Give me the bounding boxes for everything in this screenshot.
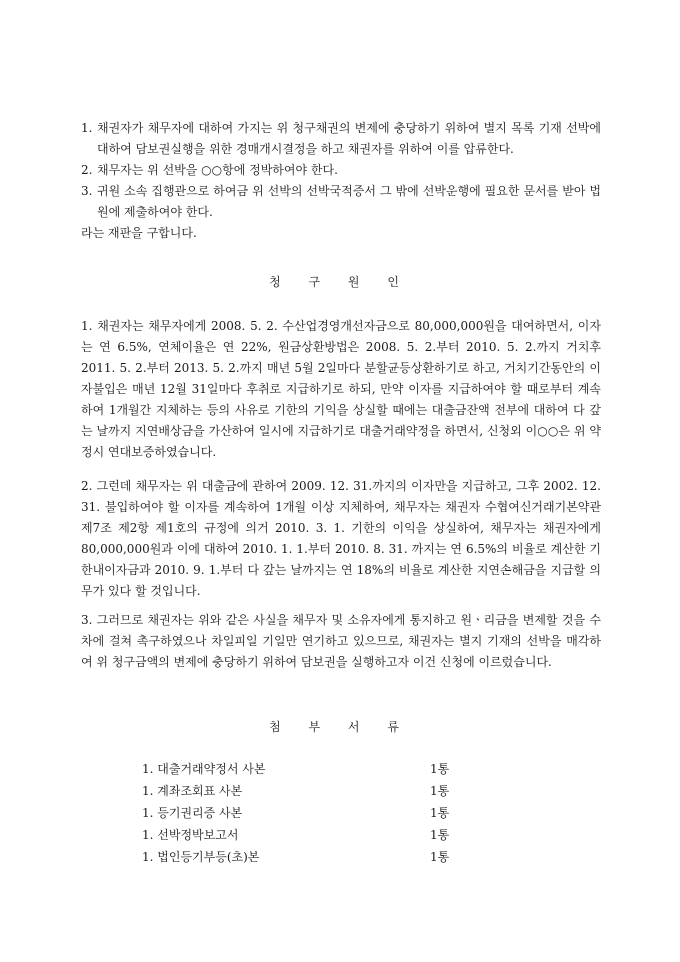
- cause-text: 채권자는 채무자에게 2008. 5. 2. 수산업경영개선자금으로 80,000,000원을 대여하면서, 이자는 연 6.5%, 연체이율은 연 22%, 원금상환방법은 2008. 5. 2.부터 2010. 5. 2.까지 거치후 2011. 5. 2.부터 2013. 5. 2.까지 매년 5월 2일마다 분할균등상환하기로 하고, 거치기간동안의 이자불입은 매년 12월 31일마다 후취로 지급하기로 하되, 만약 이자를 지급하여야 할 때로부터 계속하여 1개월간 지체하는 등의 사유로 기한의 기익을 상실할 때에는 대출금잔액 전부에 대하여 다 갚는 날까지 지연배상금을 가산하여 일시에 지급하기로 대출거래약정을 하면서, 신청외 이○○은 위 약정시 연대보증하였습니다.: [81, 319, 601, 459]
- attachment-count: 1통: [430, 806, 450, 820]
- claim-number: 1.: [81, 121, 93, 135]
- cause-paragraph: [81, 610, 601, 673]
- attachment-row: [142, 824, 462, 846]
- cause-text: 그런데 채무자는 위 대출금에 관하여 2009. 12. 31.까지의 이자만을 지급하고, 그후 2002. 12. 31. 불입하여야 할 이자를 계속하여 1개월 이상 지체하여, 채무자는 채권자 수협여신거래기본약관 제7조 제2항 제1호의 규정에 의거 2010. 3. 1. 기한의 이익을 상실하여, 채무자는 채권자에게 80,000,000원과 이에 대하여 2010. 1. 1.부터 2010. 8. 31. 까지는 연 6.5%의 비율로 계산한 기한내이자금과 2010. 9. 1.부터 다 갚는 날까지는 연 18%의 비율로 계산한 지연손해금을 지급할 의무가 있다 할 것입니다.: [81, 479, 601, 598]
- attachment-count: 1통: [430, 762, 450, 776]
- attachment-row: [142, 780, 462, 802]
- attachment-title-text: 선박정박보고서: [157, 828, 239, 842]
- attachment-number: 1.: [142, 806, 154, 820]
- attachment-row: [142, 802, 462, 824]
- attachment-title: [142, 780, 242, 802]
- claim-item: [81, 160, 601, 181]
- attachment-number: 1.: [142, 850, 154, 864]
- attachment-title: [142, 758, 265, 780]
- claim-item: [81, 118, 601, 160]
- attachment-count: 1통: [430, 850, 450, 864]
- cause-paragraph: [81, 316, 601, 463]
- attachments-heading: 첨 부 서 류: [269, 720, 411, 734]
- closing-text: 라는 재판을 구합니다.: [81, 226, 197, 240]
- attachment-title: [142, 802, 242, 824]
- attachment-title-text: 법인등기부등(초)본: [157, 850, 260, 864]
- claim-text: 채무자는 위 선박을 ○○항에 정박하여야 한다.: [97, 163, 338, 177]
- attachment-title-text: 대출거래약정서 사본: [157, 762, 266, 776]
- attachment-title: [142, 824, 238, 846]
- attachment-title-text: 계좌조회표 사본: [157, 784, 243, 798]
- attachment-title-text: 등기권리증 사본: [157, 806, 243, 820]
- claim-number: 3.: [81, 184, 93, 198]
- attachment-count: 1통: [430, 828, 450, 842]
- claim-number: 2.: [81, 163, 93, 177]
- attachment-number: 1.: [142, 828, 154, 842]
- claim-item: [81, 181, 601, 223]
- cause-paragraph: [81, 476, 601, 602]
- claim-text: 채권자가 채무자에 대하여 가지는 위 청구채권의 변제에 충당하기 위하여 별지 목록 기재 선박에 대하여 담보권실행을 위한 경매개시결정을 하고 채권자를 위하여 이를 압류한다.: [97, 121, 601, 156]
- cause-number: 2.: [81, 479, 93, 493]
- attachment-row: [142, 846, 462, 868]
- cause-text: 그러므로 채권자는 위와 같은 사실을 채무자 및 소유자에게 통지하고 원ㆍ리금을 변제할 것을 수차에 걸쳐 촉구하였으나 차일피일 기일만 연기하고 있으므로, 채권자는 별지 기재의 선박을 매각하여 위 청구금액의 변제에 충당하기 위하여 담보권을 실행하고자 이건 신청에 이르렀습니다.: [81, 613, 601, 669]
- attachment-title: [142, 846, 259, 868]
- cause-number: 1.: [81, 319, 93, 333]
- attachment-count: 1통: [430, 784, 450, 798]
- cause-heading: 청 구 원 인: [269, 275, 411, 289]
- attachment-number: 1.: [142, 762, 154, 776]
- cause-number: 3.: [81, 613, 93, 627]
- claim-text: 귀원 소속 집행관으로 하여금 위 선박의 선박국적증서 그 밖에 선박운행에 필요한 문서를 받아 법원에 제출하여야 한다.: [97, 184, 601, 219]
- attachment-number: 1.: [142, 784, 154, 798]
- claims-section: [81, 118, 601, 244]
- attachment-row: [142, 758, 462, 780]
